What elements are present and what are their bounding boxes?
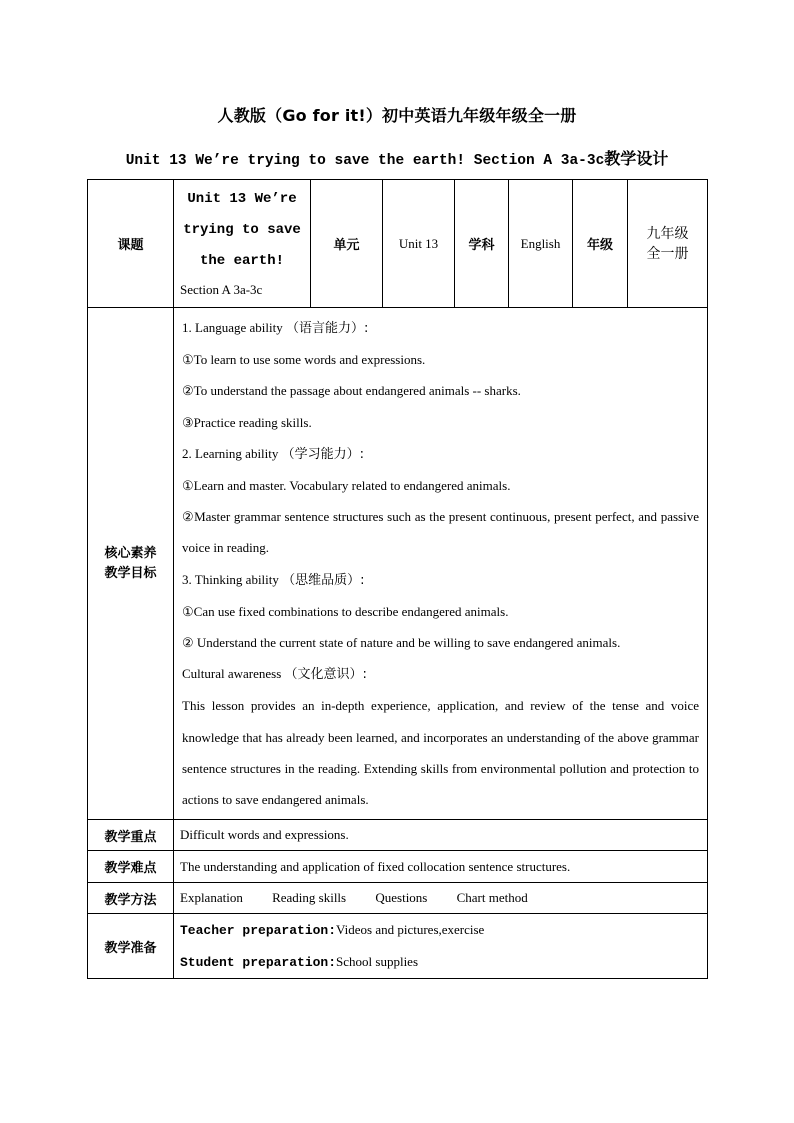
student-preparation	[180, 946, 701, 978]
preparation-value	[174, 914, 708, 979]
objective-line: This lesson provides an in-depth experience, application, and review of the tense and voice knowledge that has already been learned, and incorporates an understanding of the above grammar sentence structures in the reading. Extending skills from environmental pollution and protection to actions to save endangered animals.	[182, 698, 699, 808]
key-points-label: 教学重点	[88, 820, 174, 851]
topic-label: 课题	[88, 180, 174, 308]
grade-label: 年级	[573, 180, 628, 308]
objective-line: 1. Language ability （语言能力）:	[182, 320, 369, 336]
methods-row	[88, 883, 708, 914]
teacher-preparation	[180, 914, 701, 946]
grade-value	[628, 180, 708, 308]
objective-line: 3. Thinking ability （思维品质）:	[182, 571, 365, 588]
methods-value	[174, 883, 708, 914]
subtitle-chinese: 教学设计	[604, 149, 669, 168]
objective-line: ② Understand the current state of nature and be willing to save endangered animals.	[182, 635, 621, 651]
objective-line: ②To understand the passage about endangered animals -- sharks.	[182, 383, 521, 399]
subtitle-english: Unit 13 We’re trying to save the earth! Section A 3a-3c	[125, 153, 605, 169]
document-title: 人教版（Go for it!）初中英语九年级年级全一册	[217, 106, 577, 125]
lesson-plan-table	[87, 179, 708, 979]
topic-line-1: Unit 13 We’re	[187, 191, 297, 207]
teacher-preparation-value: Videos and pictures,exercise	[336, 922, 485, 938]
method-item: Explanation	[180, 890, 243, 906]
difficulties-label: 教学难点	[88, 851, 174, 883]
objective-line: 2. Learning ability （学习能力）:	[182, 445, 365, 462]
objective-line: ①Can use fixed combinations to describe endangered animals.	[182, 603, 509, 619]
grade-value-line-1: 九年级	[646, 225, 689, 242]
student-preparation-value: School supplies	[336, 954, 419, 970]
grade-value-line-2: 全一册	[646, 245, 689, 262]
preparation-label: 教学准备	[88, 914, 174, 979]
objective-line: ②Master grammar sentence structures such as the present continuous, present perfect, and passive voice in reading.	[182, 509, 699, 556]
topic-value	[174, 180, 311, 308]
subject-value: English	[509, 180, 573, 308]
teacher-preparation-label: Teacher preparation:	[180, 923, 337, 939]
topic-line-2: trying to save	[183, 222, 301, 238]
subject-label: 学科	[455, 180, 509, 308]
objectives-row	[88, 308, 708, 820]
key-points-row	[88, 820, 708, 851]
unit-value: Unit 13	[383, 180, 455, 308]
difficulties-row	[88, 851, 708, 883]
key-points-value: Difficult words and expressions.	[174, 820, 708, 851]
method-item: Questions	[375, 890, 428, 906]
methods-label: 教学方法	[88, 883, 174, 914]
method-item: Chart method	[456, 890, 528, 906]
objective-line: ③Practice reading skills.	[182, 414, 312, 430]
objectives-label-line-2: 教学目标	[104, 565, 157, 581]
student-preparation-label: Student preparation:	[180, 955, 337, 971]
objective-line: ①To learn to use some words and expressions.	[182, 352, 426, 368]
objective-line: ①Learn and master. Vocabulary related to endangered animals.	[182, 478, 511, 494]
header-row	[88, 180, 708, 308]
objectives-content	[174, 308, 708, 820]
objectives-label-line-1: 核心素养	[104, 545, 157, 561]
method-item: Reading skills	[272, 890, 347, 906]
document-subtitle	[0, 146, 794, 169]
unit-label: 单元	[311, 180, 383, 308]
topic-line-3: the earth!	[199, 253, 284, 269]
difficulties-value: The understanding and application of fixed collocation sentence structures.	[174, 851, 708, 883]
preparation-row	[88, 914, 708, 979]
topic-section: Section A 3a-3c	[180, 282, 263, 297]
objective-line: Cultural awareness （文化意识）:	[182, 666, 367, 683]
objectives-label	[88, 308, 174, 820]
